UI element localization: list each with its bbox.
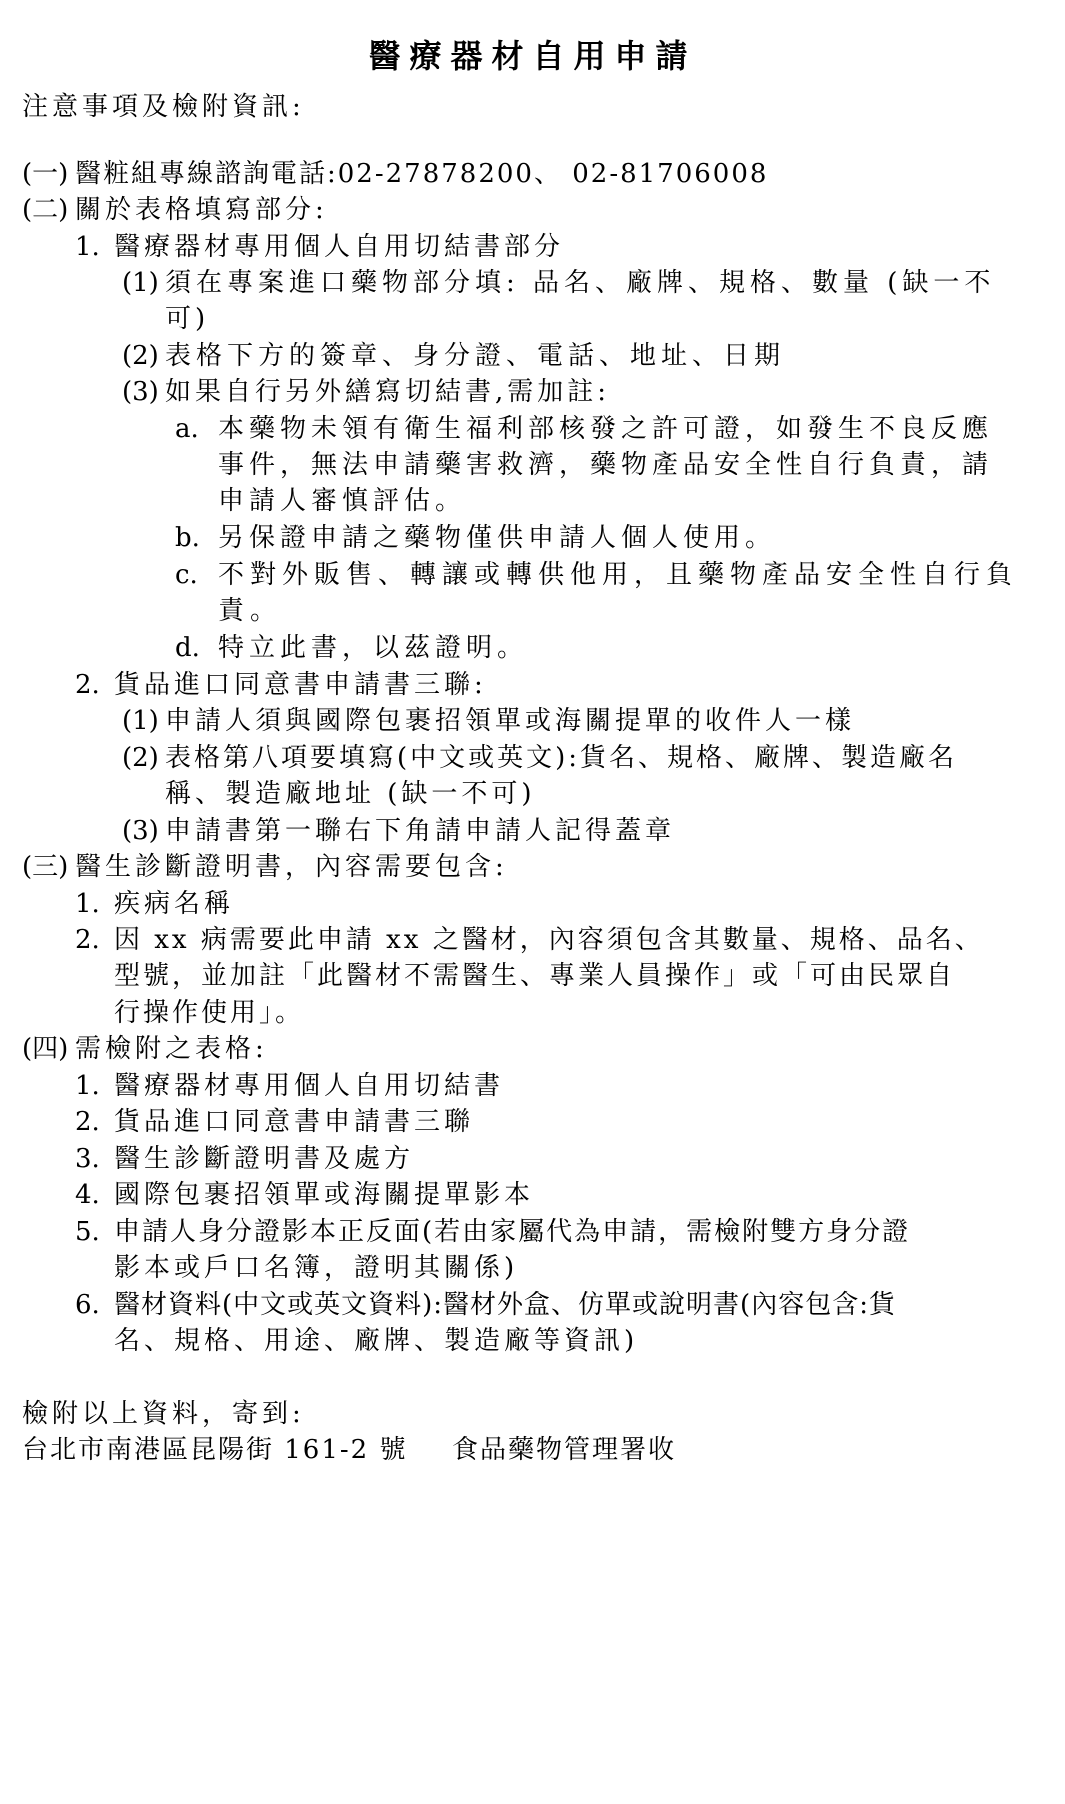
section1-text: 醫粧組專線諮詢電話:02-27878200、 02-81706008 xyxy=(75,159,769,189)
required-form-marker: 3. xyxy=(75,1144,100,1174)
page-title: 醫療器材自用申請 xyxy=(368,37,697,75)
section2-item1-sub1-line2: 可) xyxy=(165,304,210,334)
section2-item2-sub1-marker: (1) xyxy=(122,706,159,736)
section2-heading: 關於表格填寫部分: xyxy=(75,195,328,225)
section3-item2-line1: 因 xx 病需要此申請 xx 之醫材，內容須包含其數量、規格、品名、 xyxy=(114,925,984,955)
required-form-marker: 2. xyxy=(75,1107,100,1137)
section2-item2-sub3-marker: (3) xyxy=(122,816,159,846)
required-form-item: 醫材資料(中文或英文資料):醫材外盒、仿單或說明書(內容包含:貨 xyxy=(114,1290,896,1320)
section2-item1-sub3-text: 如果自行另外繕寫切結書,需加註: xyxy=(165,377,611,407)
note-a-line3: 申請人審慎評估。 xyxy=(218,486,467,516)
note-c-line1: 不對外販售、轉讓或轉供他用，且藥物產品安全性自行負 xyxy=(218,560,1019,590)
recipient-agency: 食品藥物管理署收 xyxy=(452,1435,677,1465)
section2-item2-sub1-text: 申請人須與國際包裹招領單或海關提單的收件人一樣 xyxy=(165,706,856,736)
send-instruction: 檢附以上資料，寄到: xyxy=(22,1399,305,1429)
required-form-item: 申請人身分證影本正反面(若由家屬代為申請，需檢附雙方身分證 xyxy=(114,1217,911,1247)
required-form-item-continued: 影本或戶口名簿，證明其關係) xyxy=(114,1253,519,1283)
section3-item1-text: 疾病名稱 xyxy=(114,889,235,919)
note-b-line1: 另保證申請之藥物僅供申請人個人使用。 xyxy=(218,523,777,553)
section3-item2-line2: 型號，並加註「此醫材不需醫生、專業人員操作」或「可由民眾自 xyxy=(114,961,956,991)
section3-item2-marker: 2. xyxy=(75,925,100,955)
required-form-marker: 5. xyxy=(75,1217,100,1247)
section3-item1-marker: 1. xyxy=(75,889,100,919)
section2-item1-sub1-marker: (1) xyxy=(122,268,159,298)
section2-item1-sub1-line1: 須在專案進口藥物部分填: 品名、廠牌、規格、數量 (缺一不 xyxy=(165,268,996,298)
section2-item2-text: 貨品進口同意書申請書三聯: xyxy=(114,670,487,700)
section2-item2-sub2-marker: (2) xyxy=(122,743,159,773)
section2-item1-sub2-marker: (2) xyxy=(122,341,159,371)
section3-marker: (三) xyxy=(22,852,69,882)
section2-marker: (二) xyxy=(22,195,69,225)
notice-heading: 注意事項及檢附資訊: xyxy=(22,92,305,122)
section4-heading: 需檢附之表格: xyxy=(75,1034,268,1064)
section2-item1-sub2-text: 表格下方的簽章、身分證、電話、地址、日期 xyxy=(165,341,786,371)
section2-item2-sub2-line2: 稱、製造廠地址 (缺一不可) xyxy=(165,779,536,809)
section3-item2-line3: 行操作使用」。 xyxy=(114,998,305,1028)
required-form-marker: 1. xyxy=(75,1071,100,1101)
section2-item1-sub3-marker: (3) xyxy=(122,377,159,407)
section2-item2-sub2-line1: 表格第八項要填寫(中文或英文):貨名、規格、廠牌、製造廠名 xyxy=(165,743,958,773)
mailing-address: 台北市南港區昆陽街 161-2 號 xyxy=(22,1435,408,1465)
note-d-line1: 特立此書，以茲證明。 xyxy=(218,633,529,663)
note-d-marker: d. xyxy=(175,633,200,663)
required-form-marker: 4. xyxy=(75,1180,100,1210)
note-c-line2: 責。 xyxy=(218,596,283,626)
section4-marker: (四) xyxy=(22,1034,69,1064)
note-a-line1: 本藥物未領有衛生福利部核發之許可證，如發生不良反應 xyxy=(218,414,994,444)
note-a-line2: 事件，無法申請藥害救濟，藥物產品安全性自行負責，請 xyxy=(218,450,994,480)
required-form-item-continued: 名、規格、用途、廠牌、製造廠等資訊) xyxy=(114,1326,639,1356)
required-form-marker: 6. xyxy=(75,1290,100,1320)
required-form-item: 貨品進口同意書申請書三聯 xyxy=(114,1107,475,1137)
required-form-item: 醫生診斷證明書及處方 xyxy=(114,1144,415,1174)
required-form-item: 醫療器材專用個人自用切結書 xyxy=(114,1071,505,1101)
required-form-item: 國際包裹招領單或海關提單影本 xyxy=(114,1180,535,1210)
section1-marker: (一) xyxy=(22,159,69,189)
section2-item2-marker: 2. xyxy=(75,670,100,700)
note-b-marker: b. xyxy=(175,523,200,553)
section3-heading: 醫生診斷證明書，內容需要包含: xyxy=(75,852,508,882)
section2-item1-text: 醫療器材專用個人自用切結書部分 xyxy=(114,232,565,262)
section2-item2-sub3-text: 申請書第一聯右下角請申請人記得蓋章 xyxy=(165,816,676,846)
note-c-marker: c. xyxy=(175,560,198,590)
section2-item1-marker: 1. xyxy=(75,232,100,262)
note-a-marker: a. xyxy=(175,414,199,444)
